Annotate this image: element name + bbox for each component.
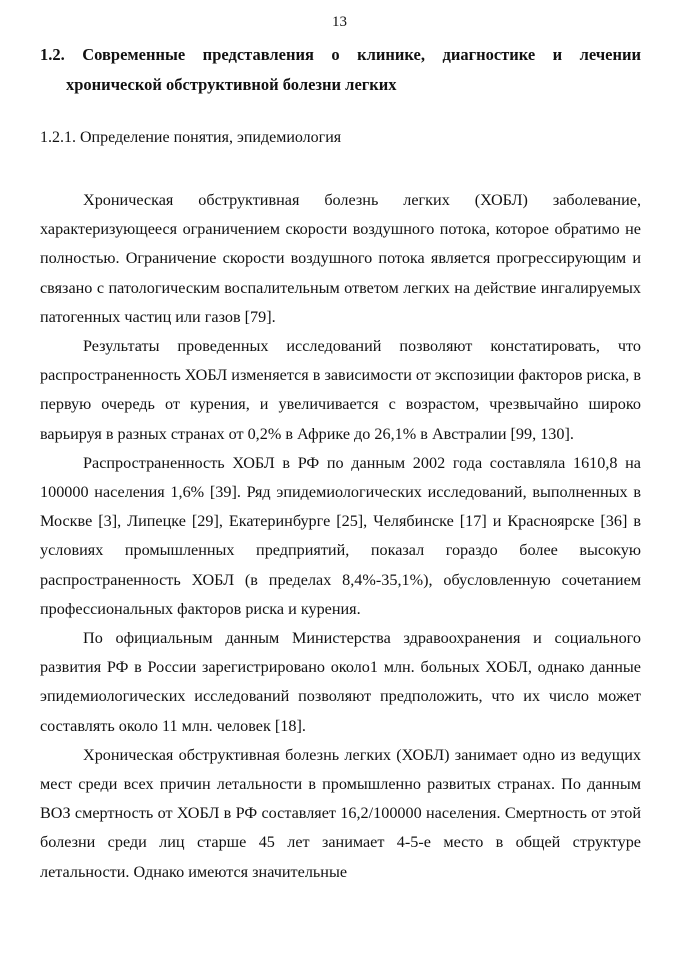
paragraph-mortality: Хроническая обструктивная болезнь легких (ХОБЛ) занимает одно из ведущих мест среди всех причин летальности в промышленно развитых странах. По данным ВОЗ смертность от ХОБЛ в РФ составляет 16,2/100000 населения. Смертность от этой болезни среди лиц старше 45 лет занимает 4-5-е место в общей структуре летальности. Однако имеются значительные <box>40 745 641 881</box>
page-number: 13 <box>332 14 347 30</box>
section-heading <box>40 40 641 100</box>
paragraph-prevalence-russia: Распространенность ХОБЛ в РФ по данным 2002 года составляла 1610,8 на 100000 населения 1,6% [39]. Ряд эпидемиологических исследований, выполненных в Москве [3], Липецке [29], Екатеринбурге [25], Челябинске [17] и Красноярске [36] в условиях промышленных предприятий, показал гораздо более высокую распространенность ХОБЛ (в пределах 8,4%-35,1%), обусловленную сочетанием профессиональных факторов риска и курения. <box>40 453 641 618</box>
section-heading-line-2: хронической обструктивной болезни легких <box>66 75 397 94</box>
paragraph-definition: Хроническая обструктивная болезнь легких (ХОБЛ) заболевание, характеризующееся ограничением скорости воздушного потока, которое обратимо не полностью. Ограничение скорости воздушного потока является прогрессирующим и связано с патологическим воспалительным ответом легких на действие ингалируемых патогенных частиц или газов [79]. <box>40 191 641 326</box>
subsection-heading: 1.2.1. Определение понятия, эпидемиология <box>40 129 342 146</box>
section-heading-line-1: 1.2. Современные представления о клинике, диагностике и лечении <box>40 45 641 64</box>
paragraph-prevalence-worldwide: Результаты проведенных исследований позволяют констатировать, что распространенность ХОБЛ изменяется в зависимости от экспозиции факторов риска, в первую очередь от курения, и увеличивается с возрастом, чрезвычайно широко варьируя в разных странах от 0,2% в Африке до 26,1% в Австралии [99, 130]. <box>40 337 641 443</box>
body-text <box>40 186 641 887</box>
paragraph-official-data: По официальным данным Министерства здравоохранения и социального развития РФ в России зарегистрировано около1 млн. больных ХОБЛ, однако данные эпидемиологических исследований позволяют предположить, что их число может составлять около 11 млн. человек [18]. <box>40 629 641 735</box>
